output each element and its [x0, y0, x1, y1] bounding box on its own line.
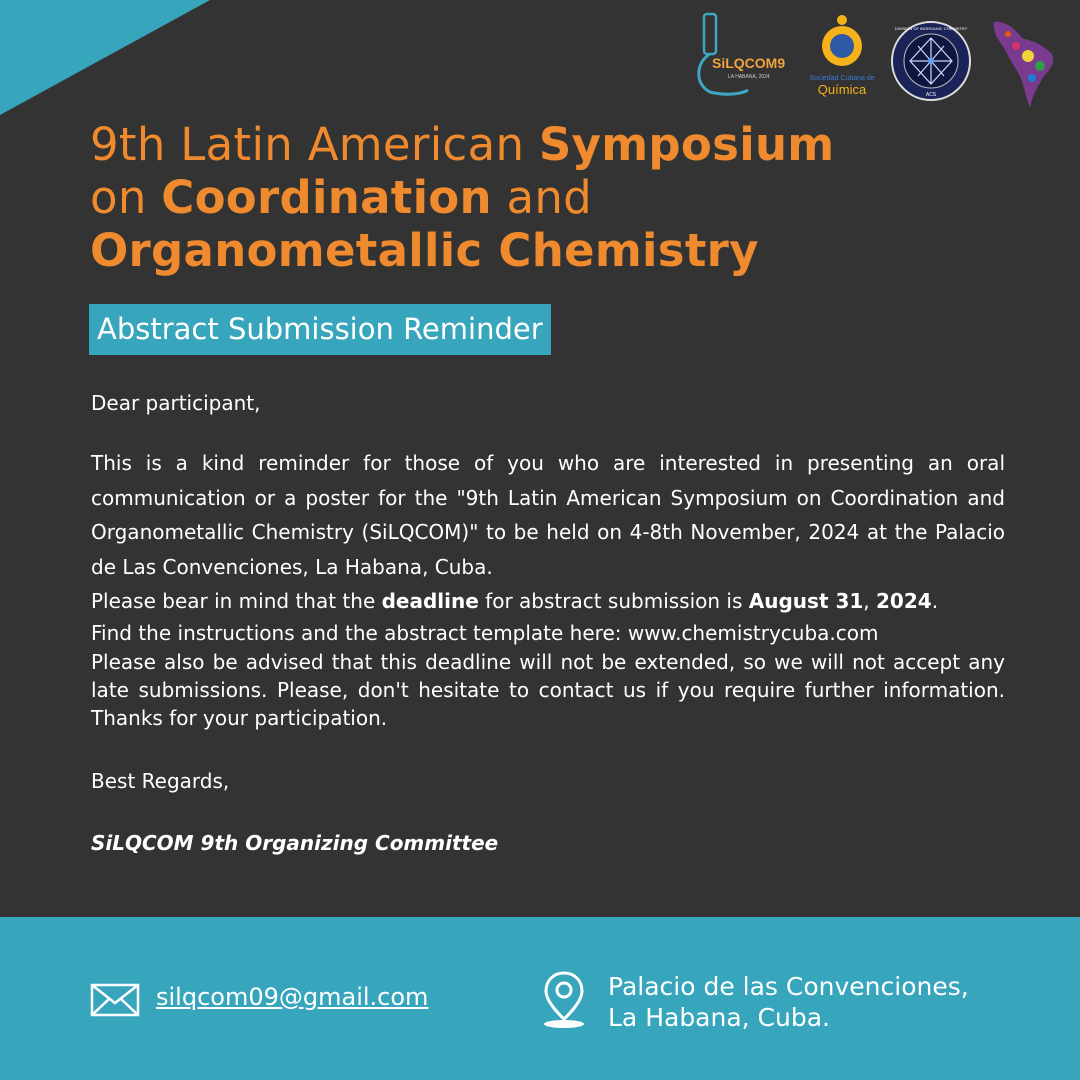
silqcom-logo — [690, 10, 790, 102]
advisory-paragraph: Please also be advised that this deadline will not be extended, so we will not accept any late submissions. Please, don't hesitate to contact us if you require further information. Thanks for your participation. — [91, 650, 1005, 730]
instructions-line: Find the instructions and the abstract template here: www.chemistrycuba.com — [91, 621, 879, 645]
location-pin-icon — [540, 969, 588, 1029]
partner-logos — [690, 10, 1070, 110]
acs-logo-ring-text: DIVISION OF INORGANIC CHEMISTRY — [894, 26, 968, 31]
letter-body — [91, 388, 1005, 858]
silqcom-logo-subtitle: LA HABANA, 2024 — [728, 74, 770, 80]
latin-america-map-logo — [986, 16, 1066, 110]
corner-accent — [0, 0, 210, 115]
deadline-word: deadline — [381, 589, 479, 613]
venue-address — [608, 971, 969, 1033]
sociedad-logo-line2: Química — [817, 82, 867, 97]
deadline-sentence: Please bear in mind that the deadline for abstract submission is August 31, 2024. — [91, 589, 939, 613]
title-line-3: Organometallic Chemistry — [90, 224, 759, 277]
address-line-2: La Habana, Cuba. — [608, 1003, 830, 1032]
deadline-year: 2024 — [876, 589, 932, 613]
reminder-badge: Abstract Submission Reminder — [89, 304, 551, 355]
symposium-title — [90, 118, 1050, 277]
deadline-date: August 31 — [748, 589, 864, 613]
silqcom-logo-name: SiLQCOM9 — [712, 55, 786, 71]
reminder-paragraph: This is a kind reminder for those of you who are interested in presenting an oral communication or a poster for the "9th Latin American Symposium on Coordination and Organometallic Chemistry (SiLQCOM)" to be held on 4-8th November, 2024 at the Palacio de Las Convenciones, La Habana, Cuba. — [91, 451, 1005, 579]
signature: SiLQCOM 9th Organizing Committee — [91, 831, 499, 855]
title-line-1: 9th Latin American Symposium — [90, 118, 835, 171]
greeting: Dear participant, — [91, 391, 261, 415]
acs-logo-bottom: ACS — [925, 92, 937, 98]
sociedad-logo-line1: Sociedad Cubana de — [809, 75, 875, 82]
mail-icon — [90, 983, 140, 1017]
address-line-1: Palacio de las Convenciones, — [608, 972, 969, 1001]
footer-bar — [0, 917, 1080, 1080]
contact-email-link[interactable]: silqcom09@gmail.com — [156, 983, 429, 1011]
closing: Best Regards, — [91, 769, 230, 793]
acs-inorganic-logo — [890, 20, 972, 102]
sociedad-cubana-logo — [802, 12, 882, 104]
title-line-2: on Coordination and — [90, 171, 593, 224]
